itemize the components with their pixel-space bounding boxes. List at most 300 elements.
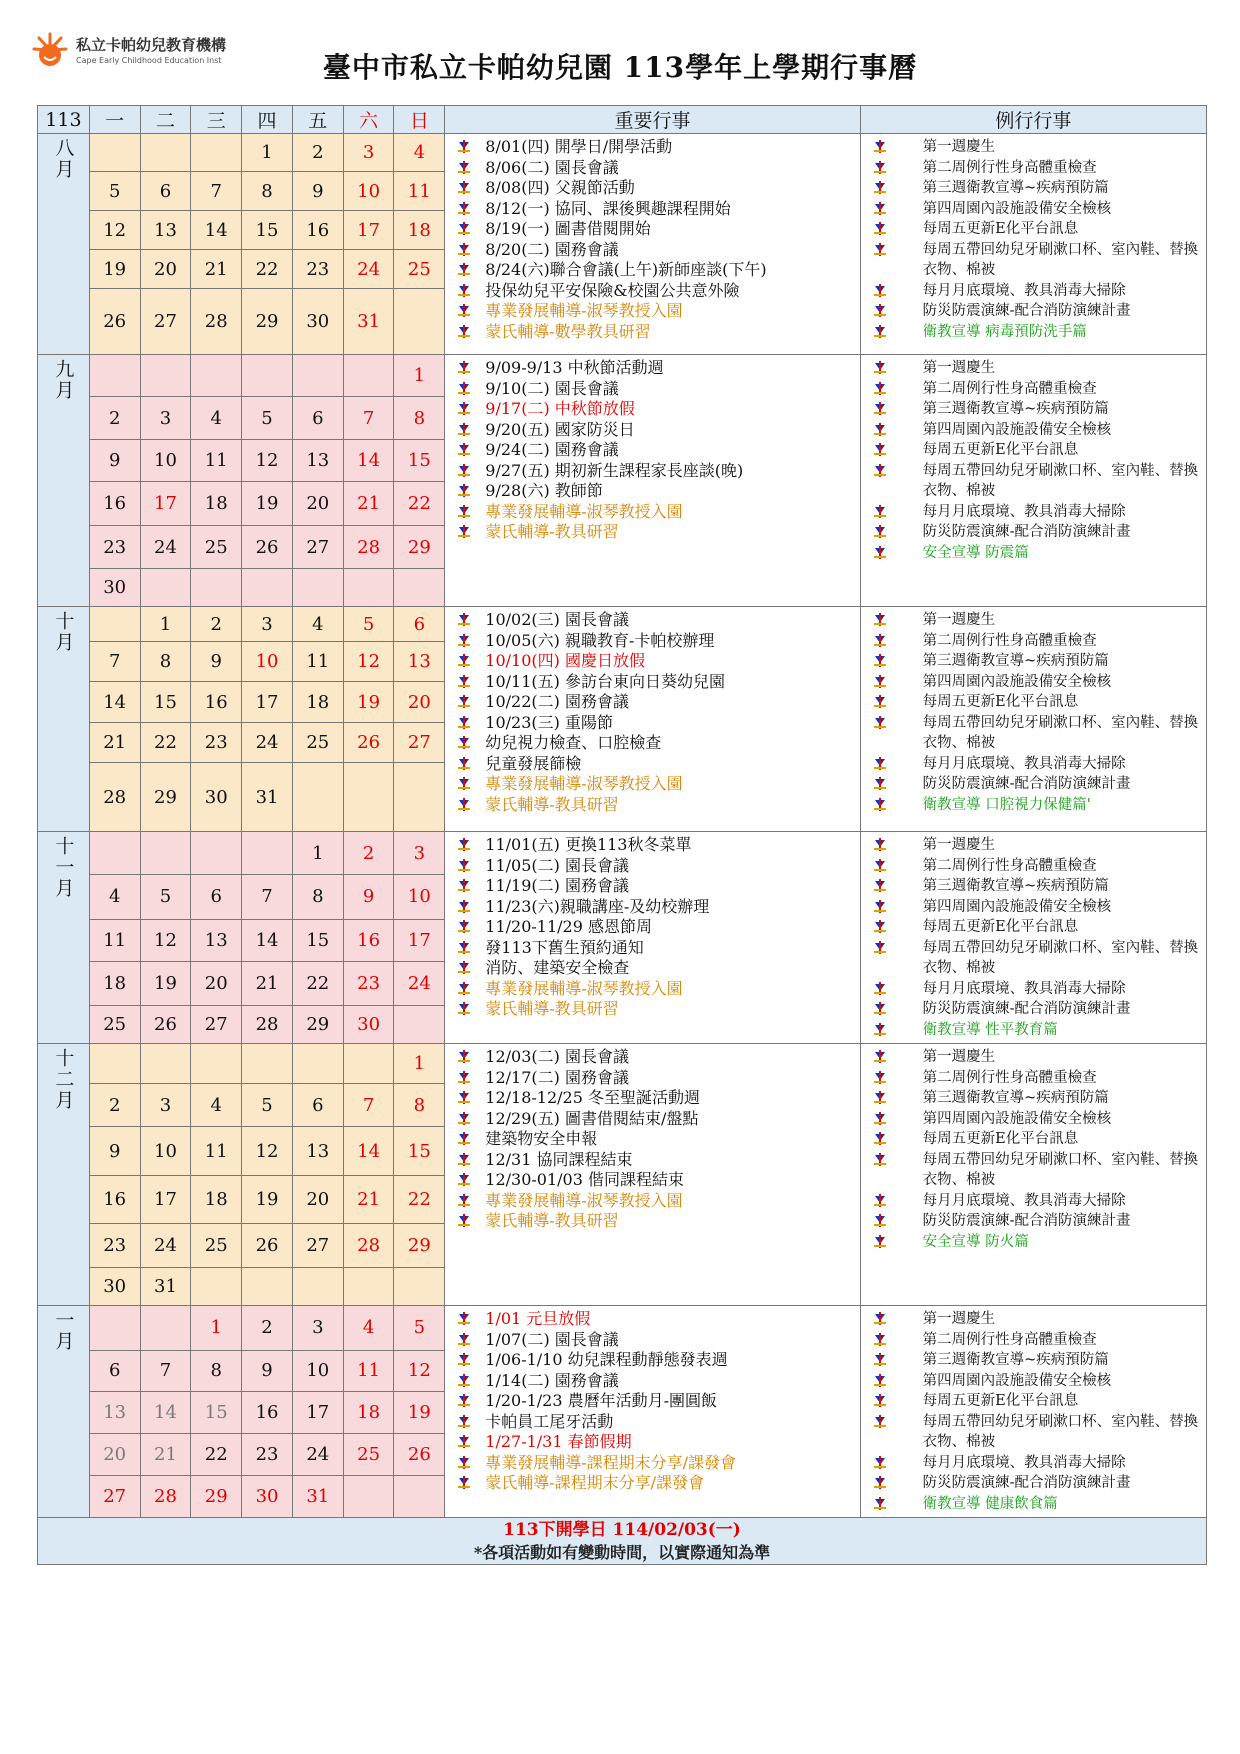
- item-text: 1/14(二) 園務會議: [485, 1370, 619, 1390]
- day-cell-sat: 14: [343, 440, 394, 482]
- arrow-bullet-icon: [873, 1374, 887, 1388]
- day-cell-sun: 11: [394, 172, 445, 211]
- event-item: [457, 876, 855, 897]
- arrow-bullet-icon: [457, 1091, 471, 1105]
- routine-item: [873, 358, 1204, 379]
- day-cell-mon: 18: [89, 961, 140, 1005]
- day-cell-sat: 14: [343, 1127, 394, 1176]
- item-text: 第二周例行性身高體重檢查: [922, 1069, 1097, 1086]
- item-text: 9/28(六) 教師節: [485, 481, 603, 500]
- item-text: 專業發展輔導-淑琴教授入園: [485, 1190, 683, 1210]
- arrow-bullet-icon: [873, 243, 887, 257]
- day-cell-fri: 11: [292, 642, 343, 682]
- month-label: [38, 1044, 90, 1306]
- day-cell-mon: [89, 832, 140, 875]
- day-cell-sat: 11: [343, 1350, 394, 1392]
- day-cell-wed: 29: [191, 1476, 242, 1518]
- routine-item: [873, 461, 1204, 502]
- item-text: 專業發展輔導-淑琴教授入園: [485, 301, 683, 320]
- item-text: 每周五更新E化平台訊息: [922, 1393, 1079, 1409]
- day-cell-tue: 21: [140, 1433, 191, 1476]
- routine-item: [873, 713, 1204, 754]
- arrow-bullet-icon: [457, 900, 471, 914]
- day-cell-wed: 20: [191, 961, 242, 1005]
- day-cell-fri: 24: [292, 1433, 343, 1476]
- event-item: [457, 1309, 855, 1330]
- day-cell-thu: [242, 1044, 293, 1084]
- day-cell-thu: 12: [242, 440, 293, 482]
- day-cell-sat: [343, 569, 394, 607]
- event-item: [457, 301, 855, 322]
- day-cell-thu: 24: [242, 723, 293, 763]
- day-cell-sun: 6: [394, 607, 445, 642]
- day-cell-sat: 17: [343, 211, 394, 250]
- day-cell-mon: [89, 134, 140, 172]
- day-cell-mon: 30: [89, 569, 140, 607]
- routine-item: [873, 158, 1204, 179]
- event-item: [457, 502, 855, 523]
- day-cell-wed: 8: [191, 1350, 242, 1392]
- routine-item: [873, 1191, 1204, 1212]
- day-cell-tue: 29: [140, 763, 191, 832]
- event-item: [457, 672, 855, 693]
- item-text: 防災防震演練-配合消防演練計畫: [922, 1475, 1131, 1491]
- day-cell-fri: [292, 763, 343, 832]
- event-item: [457, 938, 855, 959]
- arrow-bullet-icon: [457, 464, 471, 478]
- routine-item: [873, 1211, 1204, 1232]
- routine-item: [873, 651, 1204, 672]
- month-name: 十二月: [52, 1048, 75, 1111]
- item-text: 11/20-11/29 感恩節周: [485, 917, 652, 936]
- item-text: 1/07(二) 園長會議: [485, 1329, 619, 1349]
- event-item: [457, 199, 855, 220]
- arrow-bullet-icon: [873, 1214, 887, 1228]
- arrow-bullet-icon: [457, 284, 471, 298]
- day-cell-mon: 12: [89, 211, 140, 250]
- item-text: 1/06-1/10 幼兒課程動靜態發表週: [485, 1350, 728, 1369]
- routine-item: [873, 1309, 1204, 1330]
- arrow-bullet-icon: [873, 1394, 887, 1408]
- day-cell-sun: 25: [394, 250, 445, 289]
- arrow-bullet-icon: [457, 181, 471, 195]
- arrow-bullet-icon: [457, 1394, 471, 1408]
- arrow-bullet-icon: [457, 941, 471, 955]
- item-text: 12/30-01/03 偕同課程結束: [485, 1170, 684, 1189]
- day-cell-sat: 24: [343, 250, 394, 289]
- item-text: 12/18-12/25 冬至聖誕活動週: [485, 1088, 700, 1107]
- arrow-bullet-icon: [873, 757, 887, 771]
- next-semester-start: 113下開學日 114/02/03(一): [503, 1520, 741, 1540]
- header-routine: 例行行事: [860, 106, 1206, 134]
- arrow-bullet-icon: [457, 1374, 471, 1388]
- day-cell-thu: 29: [242, 289, 293, 355]
- day-cell-wed: 4: [191, 1084, 242, 1127]
- month-label: [38, 134, 90, 355]
- event-item: [457, 1150, 855, 1171]
- day-cell-tue: [140, 1306, 191, 1351]
- day-cell-sun: 1: [394, 355, 445, 397]
- item-text: 每周五更新E化平台訊息: [922, 442, 1079, 458]
- logo-text: 私立卡帕幼兒教育機構: [76, 36, 227, 54]
- event-item: [457, 713, 855, 734]
- item-text: 10/02(三) 園長會議: [485, 610, 629, 629]
- item-text: 每周五帶回幼兒牙刷漱口杯、室內鞋、替換衣物、棉被: [922, 714, 1199, 751]
- routine-item: [873, 178, 1204, 199]
- day-cell-sun: 22: [394, 482, 445, 526]
- month-label: [38, 355, 90, 607]
- item-text: 11/05(二) 園長會議: [485, 855, 629, 875]
- arrow-bullet-icon: [873, 859, 887, 873]
- day-cell-sat: 31: [343, 289, 394, 355]
- day-cell-thu: [242, 1268, 293, 1306]
- day-cell-fri: 10: [292, 1350, 343, 1392]
- item-text: 安全宣導 防火篇: [922, 1233, 1029, 1250]
- item-text: 卡帕員工尾牙活動: [485, 1411, 614, 1431]
- item-text: 衛教宣導 口腔視力保健篇': [922, 796, 1091, 813]
- day-cell-thu: 19: [242, 482, 293, 526]
- day-cell-wed: [191, 355, 242, 397]
- day-cell-wed: 18: [191, 482, 242, 526]
- day-cell-wed: 18: [191, 1176, 242, 1224]
- routine-item: [873, 1129, 1204, 1150]
- day-cell-thu: 3: [242, 607, 293, 642]
- day-cell-mon: 26: [89, 289, 140, 355]
- item-text: 10/11(五) 參訪台東向日葵幼兒園: [485, 671, 725, 691]
- event-list: [445, 1044, 859, 1235]
- arrow-bullet-icon: [873, 1333, 887, 1347]
- header-day-sat: 六: [343, 106, 394, 134]
- routine-item: [873, 754, 1204, 775]
- day-cell-tue: 31: [140, 1268, 191, 1306]
- event-item: [457, 692, 855, 713]
- routine-item: [873, 543, 1204, 564]
- day-cell-fri: 27: [292, 526, 343, 569]
- routine-list: [861, 134, 1206, 345]
- routine-list: [861, 1044, 1206, 1255]
- event-item: [457, 322, 855, 343]
- arrow-bullet-icon: [457, 443, 471, 457]
- day-cell-sun: 1: [394, 1044, 445, 1084]
- day-cell-sat: 7: [343, 1084, 394, 1127]
- routine-item: [873, 137, 1204, 158]
- routine-cell: [860, 832, 1206, 1044]
- routine-item: [873, 1473, 1204, 1494]
- arrow-bullet-icon: [873, 654, 887, 668]
- routine-item: [873, 1088, 1204, 1109]
- item-text: 防災防震演練-配合消防演練計畫: [922, 303, 1131, 319]
- item-text: 第三週衛教宣導~疾病預防篇: [922, 180, 1109, 196]
- day-cell-fri: 20: [292, 1176, 343, 1224]
- logo-subtext: Cape Early Childhood Education Inst: [76, 56, 222, 65]
- arrow-bullet-icon: [457, 222, 471, 236]
- header-day-sun: 日: [394, 106, 445, 134]
- arrow-bullet-icon: [873, 402, 887, 416]
- day-cell-mon: [89, 1044, 140, 1084]
- day-cell-tue: 6: [140, 172, 191, 211]
- month-label: [38, 832, 90, 1044]
- item-text: 第四周園內設施設備安全檢核: [922, 898, 1112, 915]
- page-title: 臺中市私立卡帕幼兒園 113學年上學期行事曆: [322, 51, 918, 84]
- day-cell-fri: 29: [292, 1006, 343, 1044]
- day-cell-mon: 2: [89, 397, 140, 440]
- item-text: 衛教宣導 性平教育篇: [922, 1021, 1058, 1038]
- arrow-bullet-icon: [873, 1194, 887, 1208]
- item-text: 9/10(二) 園長會議: [485, 378, 619, 398]
- day-cell-tue: [140, 569, 191, 607]
- item-text: 蒙氏輔導-教具研習: [485, 794, 619, 814]
- arrow-bullet-icon: [457, 243, 471, 257]
- event-list: [445, 355, 859, 546]
- events-cell: [445, 607, 860, 832]
- arrow-bullet-icon: [873, 304, 887, 318]
- routine-item: [873, 440, 1204, 461]
- day-cell-thu: 23: [242, 1433, 293, 1476]
- day-cell-sun: [394, 763, 445, 832]
- routine-item: [873, 897, 1204, 918]
- day-cell-wed: 7: [191, 172, 242, 211]
- event-item: [457, 1191, 855, 1212]
- calendar-body: [38, 134, 1207, 1518]
- day-cell-thu: 26: [242, 526, 293, 569]
- day-cell-sun: 22: [394, 1176, 445, 1224]
- day-cell-thu: 26: [242, 1224, 293, 1268]
- day-cell-sun: 8: [394, 397, 445, 440]
- day-cell-tue: 27: [140, 289, 191, 355]
- arrow-bullet-icon: [873, 140, 887, 154]
- item-text: 每月月底環境、教具消毒大掃除: [922, 980, 1126, 997]
- day-cell-mon: 27: [89, 1476, 140, 1518]
- day-cell-sun: 20: [394, 682, 445, 723]
- day-cell-sat: 9: [343, 875, 394, 919]
- item-text: 第三週衛教宣導~疾病預防篇: [922, 1090, 1109, 1106]
- header-events: 重要行事: [445, 106, 860, 134]
- day-cell-tue: 8: [140, 642, 191, 682]
- routine-item: [873, 1350, 1204, 1371]
- day-cell-sun: 13: [394, 642, 445, 682]
- arrow-bullet-icon: [873, 1132, 887, 1146]
- arrow-bullet-icon: [457, 613, 471, 627]
- day-cell-wed: 25: [191, 1224, 242, 1268]
- item-text: 每周五更新E化平台訊息: [922, 1131, 1079, 1147]
- arrow-bullet-icon: [457, 1153, 471, 1167]
- day-cell-mon: 23: [89, 1224, 140, 1268]
- routine-item: [873, 631, 1204, 652]
- item-text: 防災防震演練-配合消防演練計畫: [922, 1213, 1131, 1229]
- item-text: 8/01(四) 開學日/開學活動: [485, 137, 673, 156]
- day-cell-sun: 12: [394, 1350, 445, 1392]
- arrow-bullet-icon: [873, 423, 887, 437]
- day-cell-wed: 2: [191, 607, 242, 642]
- day-cell-sat: 25: [343, 1433, 394, 1476]
- item-text: 第四周園內設施設備安全檢核: [922, 1372, 1112, 1389]
- routine-cell: [860, 355, 1206, 607]
- day-cell-sat: 16: [343, 919, 394, 961]
- day-cell-sat: 4: [343, 1306, 394, 1351]
- event-item: [457, 1129, 855, 1150]
- item-text: 投保幼兒平安保險&校園公共意外險: [485, 280, 740, 300]
- item-text: 12/31 協同課程結束: [485, 1149, 633, 1169]
- day-cell-mon: 14: [89, 682, 140, 723]
- event-item: [457, 158, 855, 179]
- event-item: [457, 733, 855, 754]
- routine-item: [873, 610, 1204, 631]
- arrow-bullet-icon: [457, 716, 471, 730]
- event-item: [457, 1068, 855, 1089]
- arrow-bullet-icon: [457, 675, 471, 689]
- day-cell-mon: 21: [89, 723, 140, 763]
- event-item: [457, 281, 855, 302]
- arrow-bullet-icon: [457, 202, 471, 216]
- day-cell-sat: [343, 1268, 394, 1306]
- item-text: 防災防震演練-配合消防演練計畫: [922, 524, 1131, 540]
- day-cell-tue: 17: [140, 482, 191, 526]
- item-text: 蒙氏輔導-教具研習: [485, 522, 619, 541]
- item-text: 9/24(二) 園務會議: [485, 440, 619, 459]
- arrow-bullet-icon: [873, 900, 887, 914]
- day-cell-sun: 4: [394, 134, 445, 172]
- day-cell-thu: 19: [242, 1176, 293, 1224]
- day-cell-sun: 15: [394, 440, 445, 482]
- month-name: 一月: [52, 1310, 75, 1352]
- routine-item: [873, 1371, 1204, 1392]
- day-cell-sat: 23: [343, 961, 394, 1005]
- week-row: [38, 1306, 1207, 1351]
- day-cell-thu: 30: [242, 1476, 293, 1518]
- day-cell-wed: 27: [191, 1006, 242, 1044]
- day-cell-sun: [394, 1476, 445, 1518]
- item-text: 8/12(一) 協同、課後興趣課程開始: [485, 198, 731, 218]
- routine-item: [873, 420, 1204, 441]
- day-cell-tue: 10: [140, 1127, 191, 1176]
- day-cell-tue: 10: [140, 440, 191, 482]
- item-text: 第一週慶生: [922, 1311, 996, 1327]
- event-item: [457, 1330, 855, 1351]
- day-cell-mon: 11: [89, 919, 140, 961]
- day-cell-wed: 11: [191, 1127, 242, 1176]
- day-cell-fri: [292, 355, 343, 397]
- day-cell-tue: [140, 1044, 191, 1084]
- routine-item: [873, 281, 1204, 302]
- day-cell-thu: 31: [242, 763, 293, 832]
- day-cell-tue: 24: [140, 1224, 191, 1268]
- arrow-bullet-icon: [873, 546, 887, 560]
- event-item: [457, 399, 855, 420]
- item-text: 8/06(二) 園長會議: [485, 157, 619, 177]
- item-text: 蒙氏輔導-數學教具研習: [485, 321, 651, 341]
- arrow-bullet-icon: [873, 505, 887, 519]
- routine-item: [873, 1020, 1204, 1041]
- item-text: 專業發展輔導-課程期末分享/課發會: [485, 1452, 737, 1472]
- item-text: 每周五更新E化平台訊息: [922, 919, 1079, 935]
- item-text: 9/27(五) 期初新生課程家長座談(晚): [485, 460, 744, 480]
- arrow-bullet-icon: [873, 941, 887, 955]
- item-text: 發113下舊生預約通知: [485, 937, 644, 957]
- arrow-bullet-icon: [873, 361, 887, 375]
- event-item: [457, 260, 855, 281]
- arrow-bullet-icon: [457, 736, 471, 750]
- day-cell-sat: 28: [343, 526, 394, 569]
- item-text: 10/23(三) 重陽節: [485, 712, 613, 732]
- item-text: 蒙氏輔導-教具研習: [485, 1211, 619, 1230]
- routine-cell: [860, 134, 1206, 355]
- day-cell-tue: 12: [140, 919, 191, 961]
- arrow-bullet-icon: [457, 484, 471, 498]
- arrow-bullet-icon: [873, 202, 887, 216]
- day-cell-wed: [191, 832, 242, 875]
- day-cell-fri: [292, 1044, 343, 1084]
- arrow-bullet-icon: [457, 859, 471, 873]
- day-cell-sat: 26: [343, 723, 394, 763]
- day-cell-mon: 4: [89, 875, 140, 919]
- item-text: 每月月底環境、教具消毒大掃除: [922, 503, 1126, 520]
- event-list: [445, 134, 859, 345]
- arrow-bullet-icon: [457, 1353, 471, 1367]
- event-item: [457, 1170, 855, 1191]
- event-item: [457, 774, 855, 795]
- arrow-bullet-icon: [873, 181, 887, 195]
- event-item: [457, 178, 855, 199]
- event-item: [457, 999, 855, 1020]
- arrow-bullet-icon: [873, 920, 887, 934]
- event-item: [457, 522, 855, 543]
- item-text: 8/20(二) 園務會議: [485, 239, 619, 259]
- item-text: 8/08(四) 父親節活動: [485, 178, 635, 197]
- event-item: [457, 1371, 855, 1392]
- item-text: 12/17(二) 園務會議: [485, 1067, 629, 1087]
- event-item: [457, 440, 855, 461]
- event-item: [457, 1088, 855, 1109]
- item-text: 9/17(二) 中秋節放假: [485, 399, 635, 418]
- routine-item: [873, 835, 1204, 856]
- month-name: 八月: [52, 138, 75, 180]
- day-cell-mon: 19: [89, 250, 140, 289]
- arrow-bullet-icon: [873, 838, 887, 852]
- arrow-bullet-icon: [457, 423, 471, 437]
- item-text: 防災防震演練-配合消防演練計畫: [922, 1001, 1131, 1017]
- arrow-bullet-icon: [457, 263, 471, 277]
- day-cell-thu: 2: [242, 1306, 293, 1351]
- item-text: 每周五更新E化平台訊息: [922, 694, 1079, 710]
- arrow-bullet-icon: [873, 1153, 887, 1167]
- arrow-bullet-icon: [457, 1333, 471, 1347]
- events-cell: [445, 832, 860, 1044]
- item-text: 蒙氏輔導-教具研習: [485, 999, 619, 1018]
- day-cell-mon: 9: [89, 440, 140, 482]
- day-cell-thu: 7: [242, 875, 293, 919]
- arrow-bullet-icon: [873, 1456, 887, 1470]
- routine-item: [873, 399, 1204, 420]
- day-cell-mon: [89, 1306, 140, 1351]
- day-cell-thu: 21: [242, 961, 293, 1005]
- day-cell-sat: 30: [343, 1006, 394, 1044]
- routine-item: [873, 1494, 1204, 1515]
- day-cell-fri: 4: [292, 607, 343, 642]
- day-cell-fri: 23: [292, 250, 343, 289]
- day-cell-sat: 7: [343, 397, 394, 440]
- arrow-bullet-icon: [457, 304, 471, 318]
- arrow-bullet-icon: [873, 675, 887, 689]
- day-cell-sat: 5: [343, 607, 394, 642]
- day-cell-mon: 5: [89, 172, 140, 211]
- day-cell-fri: 6: [292, 397, 343, 440]
- routine-item: [873, 1453, 1204, 1474]
- arrow-bullet-icon: [873, 1112, 887, 1126]
- arrow-bullet-icon: [873, 1312, 887, 1326]
- day-cell-fri: 1: [292, 832, 343, 875]
- day-cell-tue: 20: [140, 250, 191, 289]
- day-cell-tue: 15: [140, 682, 191, 723]
